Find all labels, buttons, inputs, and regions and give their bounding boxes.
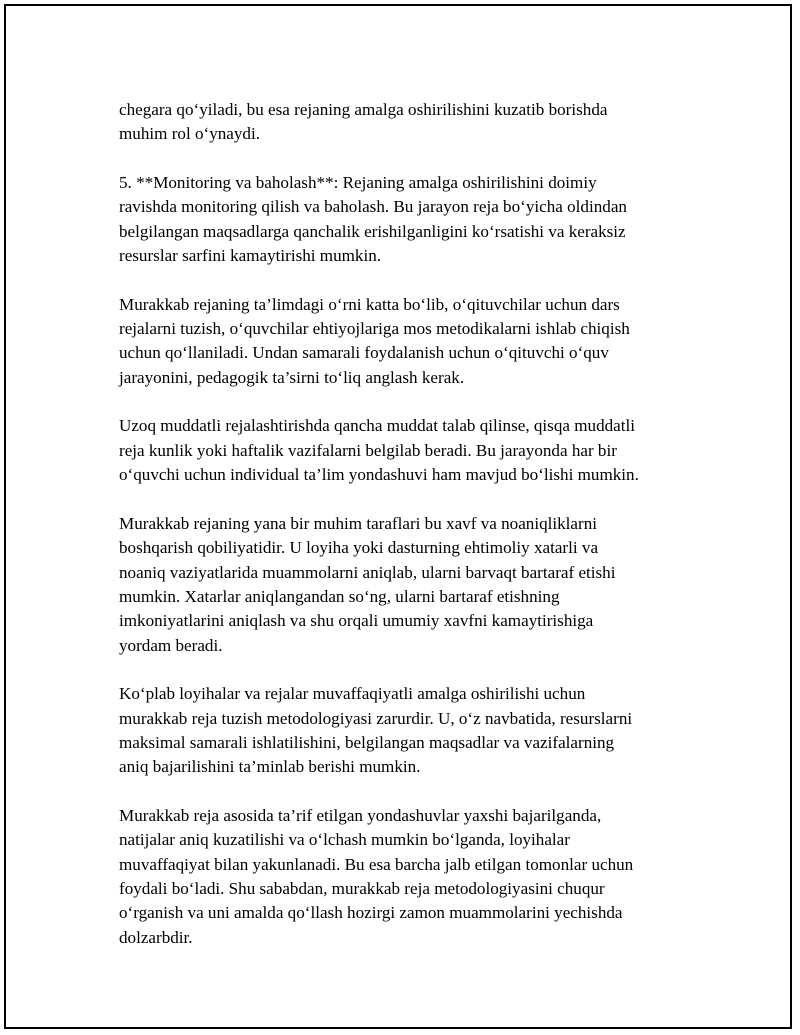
page-frame	[4, 4, 792, 1029]
paragraph-monitoring: 5. **Monitoring va baholash**: Rejaning amalga oshirilishini doimiy ravishda monitoring qilish va baholash. Bu jarayon reja bo‘yicha oldindan belgilangan maqsadlarga qanchalik erishilganligini ko‘rsatishi va keraksiz resurslar sarfini kamaytirishi mumkin.	[119, 173, 627, 266]
paragraph-continuation: chegara qo‘yiladi, bu esa rejaning amalga oshirilishini kuzatib borishda muhim rol o‘ynaydi.	[119, 100, 608, 144]
paragraph-education-role: Murakkab rejaning ta’limdagi o‘rni katta bo‘lib, o‘qituvchilar uchun dars rejalarni tuzish, o‘quvchilar ehtiyojlariga mos metodikalarni ishlab chiqish uchun qo‘llaniladi. Undan samarali foydalanish uchun o‘qituvchi o‘quv jarayonini, pedagogik ta’sirni to‘liq anglash kerak.	[119, 294, 630, 387]
paragraph-risk-management: Murakkab rejaning yana bir muhim taraflari bu xavf va noaniqliklarni boshqarish qobiliyatidir. U loyiha yoki dasturning ehtimoliy xatarli va noaniq vaziyatlarida muammolarni aniqlab, ularni barvaqt bartaraf etishi mumkin. Xatarlar aniqlangandan so‘ng, ularni bartaraf etishning imkoniyatlarini aniqlash va shu orqali umumiy xavfni kamaytirishiga yordam beradi.	[119, 513, 616, 655]
document-body	[119, 98, 699, 974]
paragraph-methodology: Ko‘plab loyihalar va rejalar muvaffaqiyatli amalga oshirilishi uchun murakkab reja tuzish metodologiyasi zarurdir. U, o‘z navbatida, resurslarni maksimal samarali ishlatilishini, belgilangan maqsadlar va vazifalarning aniq bajarilishini ta’minlab berishi mumkin.	[119, 684, 633, 777]
paragraph-long-term-planning: Uzoq muddatli rejalashtirishda qancha muddat talab qilinse, qisqa muddatli reja kunlik yoki haftalik vazifalarni belgilab beradi. Bu jarayonda har bir o‘quvchi uchun individual ta’lim yondashuvi ham mavjud bo‘lishi mumkin.	[119, 416, 639, 485]
paragraph-conclusion: Murakkab reja asosida ta’rif etilgan yondashuvlar yaxshi bajarilganda, natijalar aniq kuzatilishi va o‘lchash mumkin bo‘lganda, loyihalar muvaffaqiyat bilan yakunlanadi. Bu esa barcha jalb etilgan tomonlar uchun foydali bo‘ladi. Shu sababdan, murakkab reja metodologiyasini chuqur o‘rganish va uni amalda qo‘llash hozirgi zamon muammolarini yechishda dolzarbdir.	[119, 805, 634, 947]
